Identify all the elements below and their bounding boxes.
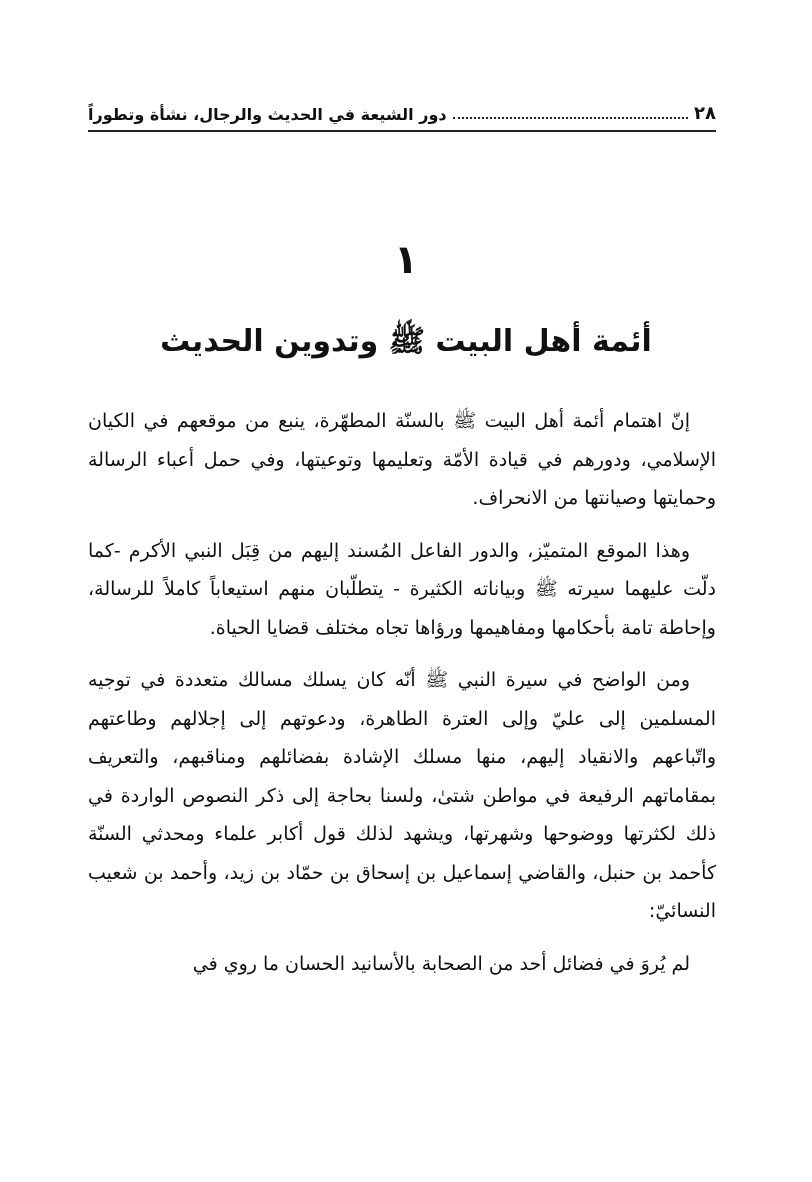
- chapter-number: ١: [393, 237, 419, 283]
- running-header: [88, 84, 716, 124]
- paragraph-2: وهذا الموقع المتميّز، والدور الفاعل المُسند إليهم من قِبَل النبي الأكرم -كما دلّت عليهما سيرته ﷺ وبياناته الكثيرة - يتطلّبان منهم استيعاباً كاملاً للرسالة، وإحاطة تامة بأحكامها ومفاهيمها ورؤاها تجاه مختلف قضايا الحياة.: [88, 539, 716, 639]
- paragraph-3: ومن الواضح في سيرة النبي ﷺ أنّه كان يسلك مسالك متعددة في توجيه المسلمين إلى عليّ وإلى العترة الطاهرة، ودعوتهم إلى إجلالهم وطاعتهم واتّباعهم والانقياد إليهم، منها مسلك الإشادة بفضائلهم ومناقبهم، والتعريف بمقاماتهم الرفيعة في مواطن شتىٰ، ولسنا بحاجة إلى ذكر النصوص الواردة في ذلك لكثرتها ووضوحها وشهرتها، ويشهد لذلك قول أكابر علماء ومحدثي السنّة كأحمد بن حنبل، والقاضي إسماعيل بن إسحاق بن حمّاد بن زيد، وأحمد بن شعيب النسائيّ:: [88, 669, 716, 922]
- running-title: دور الشيعة في الحديث والرجال، نشأة وتطوراً: [88, 105, 447, 124]
- paragraph-4: لم يُروَ في فضائل أحد من الصحابة بالأسانيد الحسان ما روي في: [192, 952, 690, 975]
- chapter-title: أئمة أهل البيت ﷺ وتدوين الحديث: [160, 324, 652, 359]
- header-dot-leader: [453, 117, 688, 119]
- page-number: ٢٨: [694, 103, 716, 124]
- header-divider: [88, 130, 716, 132]
- body-text: [88, 402, 716, 983]
- paragraph-1: إنّ اهتمام أئمة أهل البيت ﷺ بالسنّة المطهّرة، ينبع من موقعهم في الكيان الإسلامي، ودورهم في قيادة الأمّة وتعليمها وتوعيتها، وفي حمل أعباء الرسالة وحمايتها وصيانتها من الانحراف.: [88, 410, 716, 509]
